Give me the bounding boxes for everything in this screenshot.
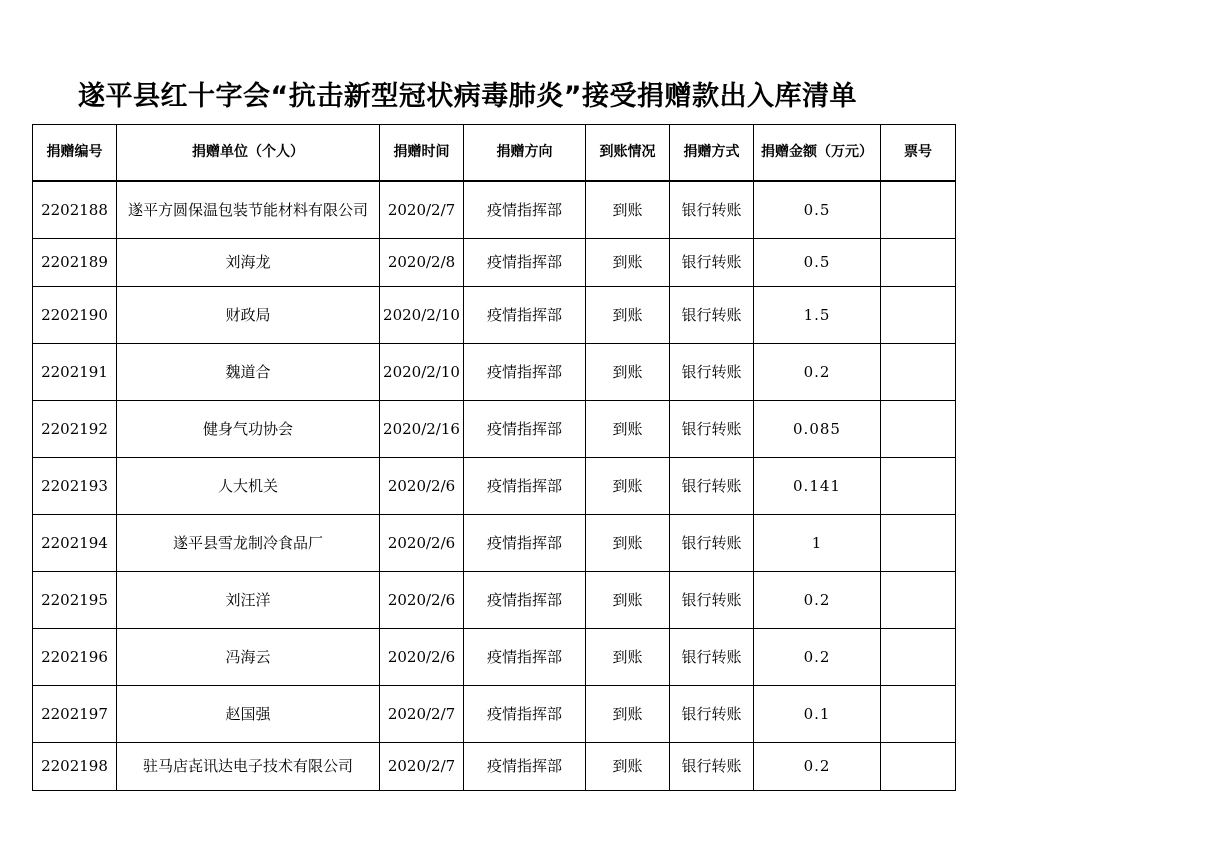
cell-ticket — [881, 239, 956, 287]
cell-method: 银行转账 — [670, 686, 754, 743]
cell-direction: 疫情指挥部 — [464, 458, 586, 515]
cell-date: 2020/2/10 — [380, 344, 464, 401]
document-title: 遂平县红十字会“抗击新型冠状病毒肺炎”接受捐赠款出入库清单 — [78, 81, 857, 112]
cell-donor: 驻马店㐂讯达电子技术有限公司 — [117, 743, 380, 791]
cell-ticket — [881, 181, 956, 239]
header-direction: 捐赠方向 — [464, 125, 586, 182]
header-amount: 捐赠金额（万元） — [754, 125, 881, 182]
cell-id: 2202197 — [33, 686, 117, 743]
header-method: 捐赠方式 — [670, 125, 754, 182]
cell-ticket — [881, 743, 956, 791]
cell-date: 2020/2/10 — [380, 287, 464, 344]
cell-status: 到账 — [586, 515, 670, 572]
table-row — [33, 743, 956, 791]
cell-direction: 疫情指挥部 — [464, 287, 586, 344]
header-donor: 捐赠单位（个人） — [117, 125, 380, 182]
cell-ticket — [881, 629, 956, 686]
cell-amount: 1.5 — [754, 287, 881, 344]
cell-amount: 0.2 — [754, 743, 881, 791]
cell-id: 2202198 — [33, 743, 117, 791]
cell-method: 银行转账 — [670, 344, 754, 401]
cell-ticket — [881, 515, 956, 572]
table-row — [33, 287, 956, 344]
cell-date: 2020/2/6 — [380, 629, 464, 686]
cell-status: 到账 — [586, 572, 670, 629]
cell-date: 2020/2/6 — [380, 458, 464, 515]
cell-direction: 疫情指挥部 — [464, 401, 586, 458]
cell-amount: 0.085 — [754, 401, 881, 458]
table-row — [33, 458, 956, 515]
cell-status: 到账 — [586, 287, 670, 344]
cell-status: 到账 — [586, 401, 670, 458]
cell-date: 2020/2/6 — [380, 515, 464, 572]
table-row — [33, 515, 956, 572]
cell-status: 到账 — [586, 239, 670, 287]
cell-direction: 疫情指挥部 — [464, 344, 586, 401]
cell-ticket — [881, 287, 956, 344]
header-ticket: 票号 — [881, 125, 956, 182]
cell-date: 2020/2/7 — [380, 686, 464, 743]
cell-method: 银行转账 — [670, 287, 754, 344]
table-row — [33, 239, 956, 287]
table-row — [33, 344, 956, 401]
cell-donor: 财政局 — [117, 287, 380, 344]
cell-donor: 刘汪洋 — [117, 572, 380, 629]
cell-ticket — [881, 401, 956, 458]
cell-method: 银行转账 — [670, 515, 754, 572]
cell-status: 到账 — [586, 743, 670, 791]
cell-status: 到账 — [586, 629, 670, 686]
cell-direction: 疫情指挥部 — [464, 515, 586, 572]
cell-donor: 遂平方圆保温包装节能材料有限公司 — [117, 181, 380, 239]
cell-method: 银行转账 — [670, 458, 754, 515]
cell-id: 2202191 — [33, 344, 117, 401]
cell-date: 2020/2/8 — [380, 239, 464, 287]
cell-amount: 0.2 — [754, 344, 881, 401]
cell-id: 2202192 — [33, 401, 117, 458]
cell-direction: 疫情指挥部 — [464, 181, 586, 239]
cell-method: 银行转账 — [670, 743, 754, 791]
cell-amount: 1 — [754, 515, 881, 572]
cell-donor: 健身气功协会 — [117, 401, 380, 458]
header-donation-id: 捐赠编号 — [33, 125, 117, 182]
cell-ticket — [881, 458, 956, 515]
cell-method: 银行转账 — [670, 239, 754, 287]
cell-ticket — [881, 344, 956, 401]
table-row — [33, 629, 956, 686]
cell-method: 银行转账 — [670, 181, 754, 239]
cell-date: 2020/2/7 — [380, 743, 464, 791]
header-status: 到账情况 — [586, 125, 670, 182]
cell-direction: 疫情指挥部 — [464, 572, 586, 629]
cell-donor: 刘海龙 — [117, 239, 380, 287]
cell-id: 2202194 — [33, 515, 117, 572]
cell-ticket — [881, 572, 956, 629]
cell-amount: 0.2 — [754, 629, 881, 686]
cell-amount: 0.141 — [754, 458, 881, 515]
cell-method: 银行转账 — [670, 572, 754, 629]
cell-donor: 人大机关 — [117, 458, 380, 515]
donation-ledger-table — [32, 124, 956, 791]
cell-status: 到账 — [586, 344, 670, 401]
cell-amount: 0.1 — [754, 686, 881, 743]
cell-amount: 0.2 — [754, 572, 881, 629]
cell-id: 2202189 — [33, 239, 117, 287]
cell-direction: 疫情指挥部 — [464, 686, 586, 743]
cell-method: 银行转账 — [670, 401, 754, 458]
cell-direction: 疫情指挥部 — [464, 629, 586, 686]
cell-ticket — [881, 686, 956, 743]
cell-donor: 魏道合 — [117, 344, 380, 401]
cell-id: 2202195 — [33, 572, 117, 629]
cell-id: 2202188 — [33, 181, 117, 239]
cell-direction: 疫情指挥部 — [464, 239, 586, 287]
header-date: 捐赠时间 — [380, 125, 464, 182]
cell-amount: 0.5 — [754, 239, 881, 287]
cell-method: 银行转账 — [670, 629, 754, 686]
cell-date: 2020/2/16 — [380, 401, 464, 458]
cell-id: 2202196 — [33, 629, 117, 686]
cell-donor: 冯海云 — [117, 629, 380, 686]
cell-date: 2020/2/6 — [380, 572, 464, 629]
header-row — [33, 125, 956, 182]
cell-amount: 0.5 — [754, 181, 881, 239]
table-row — [33, 686, 956, 743]
cell-date: 2020/2/7 — [380, 181, 464, 239]
table-row — [33, 401, 956, 458]
cell-status: 到账 — [586, 458, 670, 515]
cell-id: 2202193 — [33, 458, 117, 515]
cell-status: 到账 — [586, 181, 670, 239]
cell-id: 2202190 — [33, 287, 117, 344]
cell-direction: 疫情指挥部 — [464, 743, 586, 791]
cell-donor: 赵国强 — [117, 686, 380, 743]
table-row — [33, 181, 956, 239]
cell-donor: 遂平县雪龙制冷食品厂 — [117, 515, 380, 572]
cell-status: 到账 — [586, 686, 670, 743]
table-row — [33, 572, 956, 629]
